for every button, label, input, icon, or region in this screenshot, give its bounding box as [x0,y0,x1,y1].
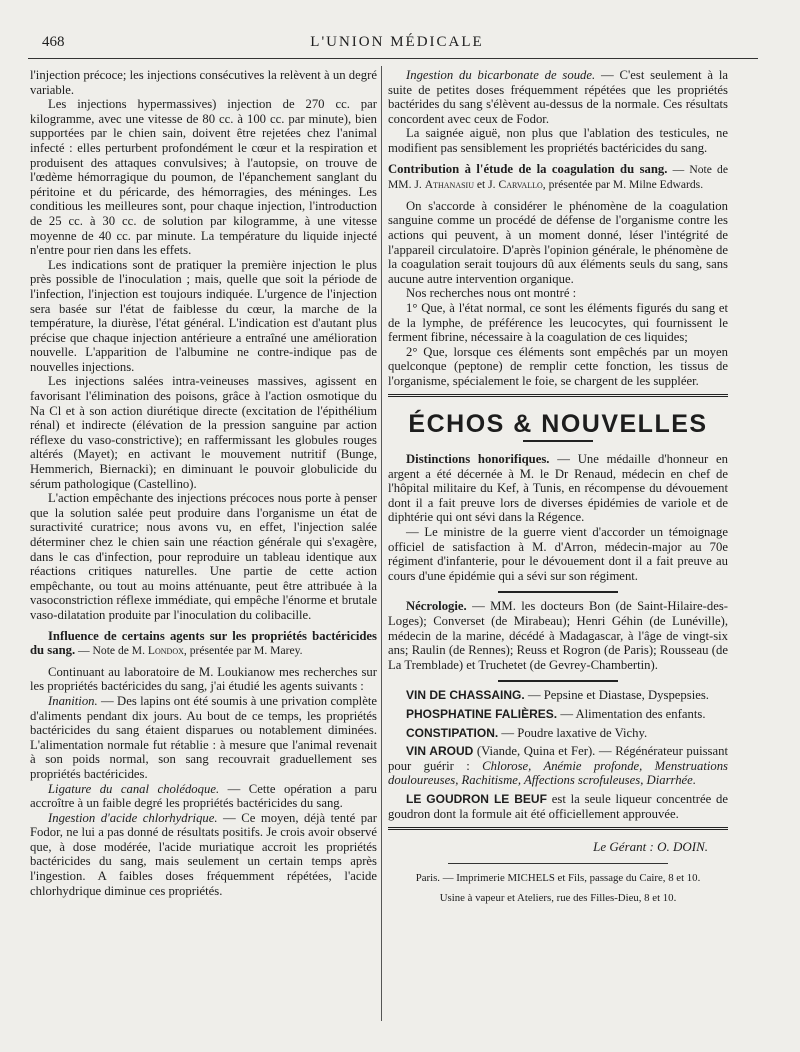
article-heading: Influence de certains agents sur les propriétés bactéricides du sang. — Note de M. Londox, présentée par M. Marey. [30,628,377,658]
author-name: Athanasiu [424,178,474,192]
ad-item: PHOSPHATINE FALIÈRES. — Alimentation des enfants. [406,706,706,721]
paragraph: 2° Que, lorsque ces éléments sont empêchés par un moyen quelconque (peptone) de remplir cette fonction, les tissus de l'organisme, spécialement le foie, se chargent de les suppléer. [388,344,728,388]
header-rule [28,58,758,59]
left-column [30,68,377,898]
ad-item: VIN DE CHASSAING. — Pepsine et Diastase, Dyspepsies. [406,688,709,703]
paragraph: Ingestion du bicarbonate de soude. — C'est seulement à la suite de petites doses fréquemment répétées que les propriétés bactérides du sang s'élèvent au-dessus de la normale. Ces résultats concordent avec ceux de Fodor. [388,68,728,126]
ad-item: LE GOUDRON LE BEUF est la seule liqueur concentrée de goudron dont la formule ait été officiellement approuvée. [388,791,728,821]
column-divider [381,66,382,1021]
paragraph: l'injection précoce; les injections consécutives la relèvent à un degré variable. [30,68,377,97]
news-item: Distinctions honorifiques. — Une médaille d'honneur en argent a été décernée à M. le Dr Renaud, médecin en chef de l'hôpital militaire du Kef, à Tunis, en récompense du dévouement dont il a fait preuve lors de diverses épidémies de variole et de diphtérie qui ont sévi dans la Régence. [388,452,728,525]
paragraph: Inanition. — Des lapins ont été soumis à une privation complète d'aliments pendant dix jours. Au bout de ce temps, les propriétés bactéricides du sang étaient disparues ou notablement diminées. L'alimentation normale fut rétablie : à mesure que l'animal revenait à son poids normal, son sang recouvrait graduellement ses propriétés bactéricides. [30,693,377,781]
news-item: Nécrologie. — MM. les docteurs Bon (de Saint-Hilaire-des-Loges); Converset (de Mirabeau); Henri Géhin (de Lunéville), médecin de la marine, décédé à Madagascar, à l'âge de vingt-six ans; Raulin (de Rennes); Reuss et Rogron (de Paris); Rousseau (de La Tremblade) et Truchetet (de Gevrey-Chambertin). [388,599,728,672]
paragraph: On s'accorde à considérer le phénomène de la coagulation sanguine comme un procédé de défense de l'organisme contre les actions qui peuvent, à un moment donné, léser l'intégrité de l'appareil circulatoire. D'après l'opinion générale, le phénomène de la coagulation serait toujours dû aux éléments seuls du sang, sans aucune autre intervention organique. [388,198,728,286]
news-rule [498,591,618,593]
paragraph: L'action empêchante des injections précoces nous porte à penser que la solution salée peut produire dans l'organisme un état de suractivité curatrice; nous avons vu, en effet, l'injection salée déterminer chez le chien sain une réaction générale qui s'exagère, dans le cas d'infection, pour reproduire un tableau identique aux réactions critiques naturelles. Une partie de cette action empêchante, ou tout au moins atténuante, peut être attribuée à la vasoconstriction réflexe immédiate, qui empêche l'énorme et brutale vaso-dilatation produite par l'inoculation du colibacille. [30,491,377,622]
article-title: Influence de certains agents sur les propriétés bactéricides du sang. [30,628,377,658]
author-name: Londox [147,644,184,658]
ad-item: VIN AROUD (Viande, Quina et Fer). — Régénérateur puissant pour guérir : Chlorose, Anémie profonde, Menstruations douloureuses, Rachitisme, Affections scrofuleuses, Diarrhée. [388,744,728,788]
paragraph: Continuant au laboratoire de M. Loukianow mes recherches sur les propriétés bactéricides du sang, j'ai étudié les agents suivants : [30,664,377,694]
right-column [388,68,728,904]
paragraph: Les injections salées intra-veineuses massives, agissent en favorisant l'élimination des poisons, grâce à l'action osmotique du Na Cl et à son action diurétique directe (excitation de l'épithélium rénal) et indirecte (élévation de la pression sanguine par action réflexe du vaso-constrictive); en raffermissant les globules rouges altérés (Mayet); en activant le mouvement nutritif (Bunge, Hemmerich, Biernacki); en diminuant le pouvoir globulicide du sérum pathologique (Castellino). [30,374,377,491]
running-title: L'UNION MÉDICALE [310,34,484,50]
ad-item: CONSTIPATION. — Poudre laxative de Vichy. [406,725,648,740]
section-title: ÉCHOS & NOUVELLES [408,410,708,439]
imprint-line: Usine à vapeur et Ateliers, rue des Filles-Dieu, 8 et 10. [439,891,677,904]
page-header [36,34,758,56]
news-title: Distinctions honorifiques. [406,452,550,467]
subheading: Ingestion du bicarbonate de soude. [406,68,596,82]
paragraph: La saignée aiguë, non plus que l'ablation des testicules, ne modifient pas sensiblement les propriétés bactéricides du sang. [388,126,728,155]
paragraph: Les indications sont de pratiquer la première injection le plus près possible de l'inoculation ; mais, quelle que soit la période de l'infection, l'injection est toujours indiquée. L'urgence de l'injection sera basée sur l'état de faiblesse du cœur, la marche de la température, la diurèse, l'état général. L'indication est d'autant plus précise que chaque injection antérieure a entraîné une amélioration nouvelle. L'apparition de l'albumine ne contre-indique pas de nouvelles injections. [30,257,377,374]
imprint-line: Paris. — Imprimerie MICHELS et Fils, passage du Caire, 8 et 10. [415,871,701,884]
article-heading: Contribution à l'étude de la coagulation du sang. — Note de MM. J. Athanasiu et J. Carvallo, présentée par M. Milne Edwards. [388,161,728,192]
subheading: Ligature du canal cholédoque. [48,781,220,796]
paragraph: Les injections hypermassives) injection de 270 cc. par kilogramme, avec une vitesse de 80 cc. à 100 cc. par minute), bien supportées par le chien sain, doivent être rejetées chez l'animal infecté : elles perturbent profondément le cœur et la respiration et produisent des attaques convulsives; à l'autopsie, on trouve de l'œdème hémorragique du poumon, de l'épanchement sanglant du péritoine et du péricarde, des hémorragies, des méninges. Les conditious les meilleures sont, pour chaque injection, l'introduction de 25 cc. à 30 cc. de solution par kilogramme, à une vitesse moyenne de 40 cc. par minute. La température du liquide injecté n'entre pour rien dans les effets. [30,97,377,258]
news-item: — Le ministre de la guerre vient d'accorder un témoignage officiel de satisfaction à M. d'Arron, médecin-major au 70e régiment d'infanterie, pour le dévouement dont il a fait preuve au cours d'une épidémie qui a sévi sur son régiment. [388,525,728,583]
paragraph: Ligature du canal cholédoque. — Cette opération a paru accroître à un faible degré les propriétés bactéricides du sang. [30,781,377,811]
article-title: Contribution à l'étude de la coagulation du sang. [388,161,668,176]
page-number: 468 [42,34,65,50]
advertisements [388,688,728,821]
subheading: Inanition. [48,693,98,708]
paragraph: Nos recherches nous ont montré : [406,286,577,301]
section-rule [388,394,728,397]
news-title: Nécrologie. [406,599,467,614]
paragraph: Ingestion d'acide chlorhydrique. — Ce moyen, déjà tenté par Fodor, ne lui a pas donné de résultats positifs. Je crois avoir observé que, à dose modérée, l'acide muriatique accroit les propriétés bactéricides du sang, mais seulement un certain temps après l'ingestion. A faibles doses fréquemment répétées, l'acide chlorhydrique diminue ces propriétés. [30,810,377,898]
news-rule [498,680,618,682]
footer-rule [388,827,728,830]
title-rule [523,440,593,442]
manager-signature: Le Gérant : O. DOIN. [593,839,708,855]
imprint-rule [448,863,668,864]
subheading: Ingestion d'acide chlorhydrique. [48,810,218,825]
author-name: Carvallo [498,178,543,192]
paragraph: 1° Que, à l'état normal, ce sont les éléments figurés du sang et de la lymphe, de préférence les leucocytes, qui fournissent le ferment fibrine, nécessaire à la coagulation de ces liquides; [388,300,728,345]
